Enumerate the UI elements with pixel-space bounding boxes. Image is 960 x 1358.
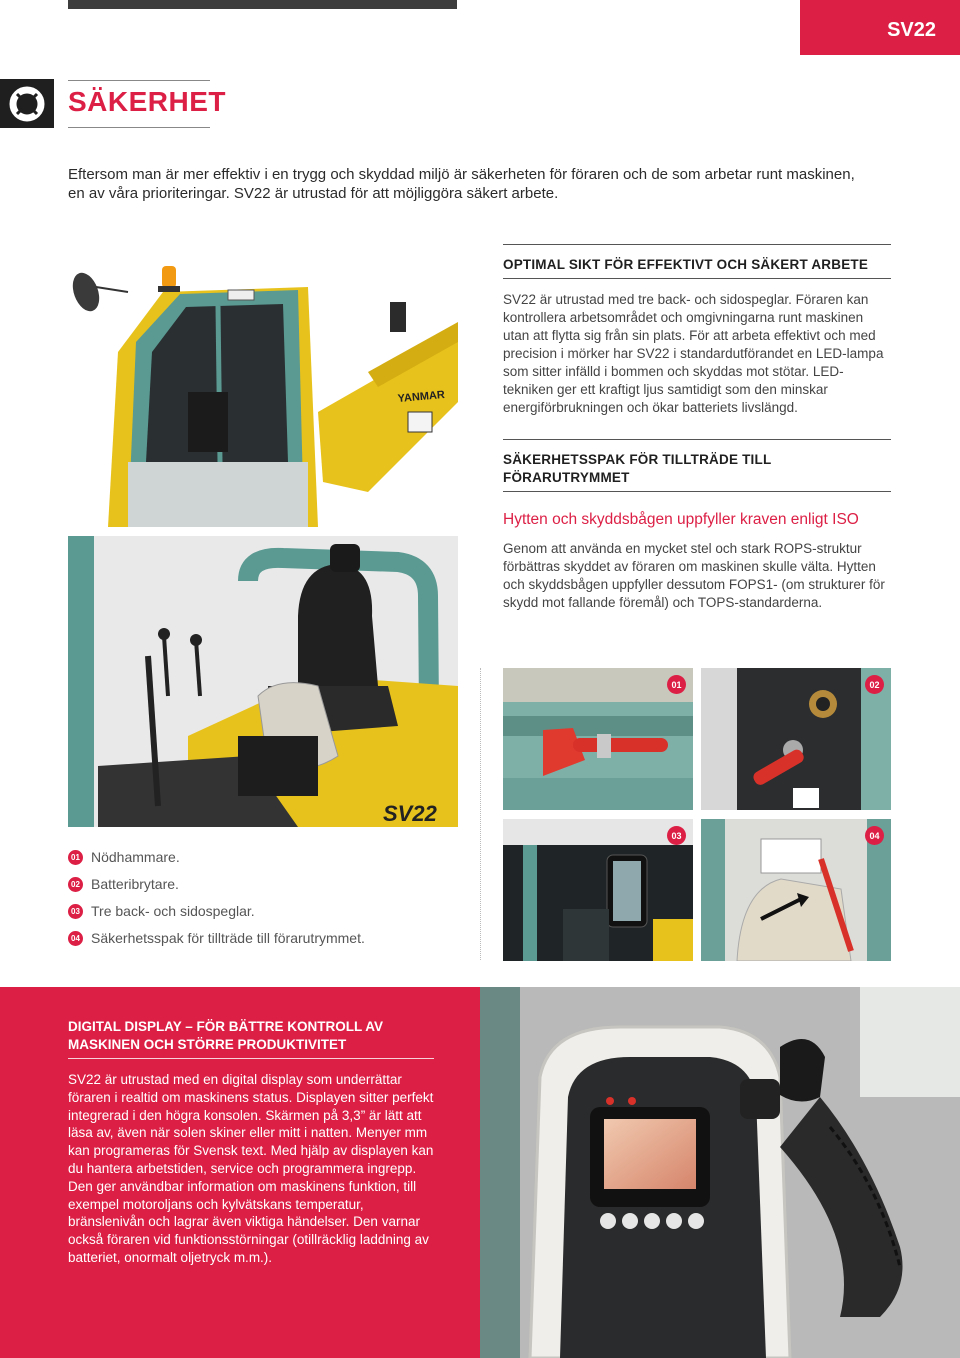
photo-03-mirrors [503,819,693,961]
photo-02-battery-switch [701,668,891,810]
legend-item [68,876,179,892]
legend-label: Säkerhetsspak för tillträde till förarutrymmet. [91,930,365,946]
photo-01-hammer [503,668,693,810]
model-decal: SV22 [383,801,437,826]
brand-mark: YANMAR [397,388,446,405]
display-rule [68,1058,434,1059]
legend-number: 04 [68,931,83,946]
title-rule-top [68,80,210,81]
visibility-body: SV22 är utrustad med tre back- och sidospeglar. Föraren kan kontrollera arbetsområdet och omgivningarna runt maskinen utan att flytta sig från sin plats. För att arbeta effektivt och med precision i mörker har SV22 i standardutförandet en LED-lampa som sitter infälld i bommen och skyddas mot stötar. LED-tekniken ger ett kraftigt ljus samtidigt som den minskar energiförbrukningen och ökar batteriets livslängd. [503,292,884,415]
photo-04-safety-lever [701,819,891,961]
intro-text: Eftersom man är mer effektiv i en trygg och skyddad miljö är säkerheten för föraren och de som arbetar runt maskinen, en av våra prioriteringar. SV22 är utrustad för att möjliggöra säkert arbete. [68,166,855,202]
top-bar [68,0,457,9]
lever-subheading: Hytten och skyddsbågen uppfyller kraven enligt ISO [503,511,859,528]
photo-badge-02: 02 [865,675,884,694]
seat-interior-photo [68,536,458,827]
visibility-heading: OPTIMAL SIKT FÖR EFFEKTIVT OCH SÄKERT ARBETE [503,257,869,272]
section-title: SÄKERHET [68,86,227,117]
lever-rule-top [503,439,891,440]
lifebuoy-icon [9,86,45,122]
lever-heading: SÄKERHETSSPAK FÖR TILLTRÄDE TILL FÖRARUTRYMMET [503,452,772,485]
cab-exterior-photo [68,262,458,527]
visibility-rule-bottom [503,278,891,279]
photo-badge-03: 03 [667,826,686,845]
photo-badge-01: 01 [667,675,686,694]
photo-badge-04: 04 [865,826,884,845]
legend-item [68,849,180,865]
console-display-photo [480,987,960,1358]
lifebuoy-icon-box [0,79,54,128]
legend-item [68,903,255,919]
legend-number: 01 [68,850,83,865]
lever-body: Genom att använda en mycket stel och stark ROPS-struktur förbättras skyddet av föraren om maskinen skulle välta. Hytten och skyddsbågen uppfyller dessutom FOPS1- (om strukturer för skydd mot fallande föremål) och TOPS-standarderna. [503,541,885,610]
display-body: SV22 är utrustad med en digital display som underrättar föraren i realtid om maskinens status. Displayen sitter perfekt integrerad i den högra konsolen. Skärmen på 3,3” är lätt att läsa av, även när solen skiner eller mitt i natten. Menyer mm kan programeras för Svensk text. Med hjälp av displayen kan du hantera arbetstiden, service och programmera ingrepp. Den ger användbar information om maskinens funktion, till exempel motoroljans och kylvätskans temperatur, bränslenivån och lagrar även viktiga händelser. Den varnar också föraren vid funktionsstörningar (otillräcklig laddning av batteriet, onormalt oljetryck m.m.). [68,1072,434,1265]
model-label: SV22 [887,19,936,41]
title-rule-bottom [68,127,210,128]
display-heading: DIGITAL DISPLAY – FÖR BÄTTRE KONTROLL AV MASKINEN OCH STÖRRE PRODUKTIVITET [68,1019,384,1052]
legend-label: Batteribrytare. [91,876,179,892]
legend-number: 03 [68,904,83,919]
dotted-divider [480,668,481,960]
display-section [0,987,480,1358]
model-tab [800,0,960,55]
legend-item [68,930,365,946]
legend-label: Nödhammare. [91,849,180,865]
visibility-rule-top [503,244,891,245]
legend-label: Tre back- och sidospeglar. [91,903,255,919]
lever-rule-bottom [503,491,891,492]
legend-number: 02 [68,877,83,892]
